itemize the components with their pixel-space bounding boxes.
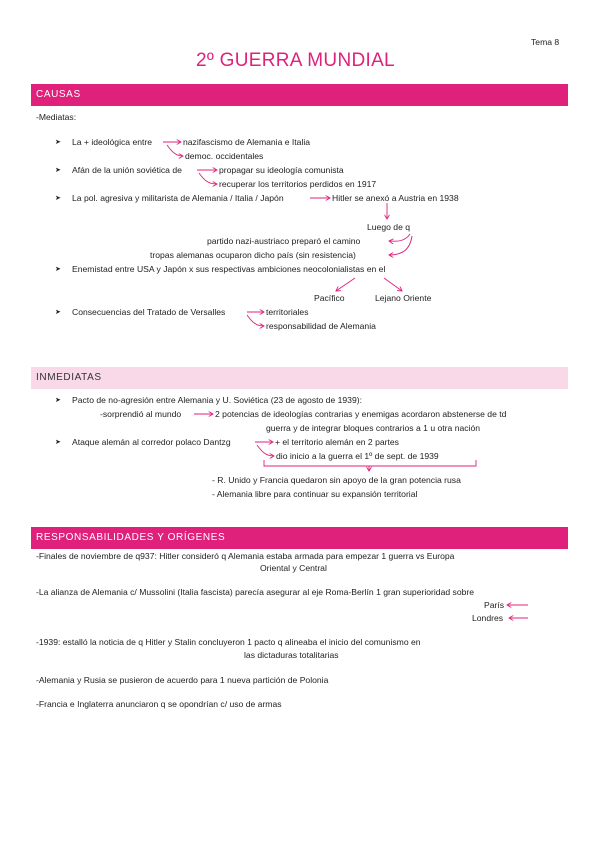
paragraph-branch: París xyxy=(484,600,505,610)
cause-text: Pacto de no-agresión entre Alemania y U. Soviética (23 de agosto de 1939): xyxy=(72,395,362,405)
cause-subtext: -sorprendió al mundo xyxy=(100,409,182,419)
cause-branch: dio inicio a la guerra el 1º de sept. de 1939 xyxy=(276,451,439,461)
cause-branch: recuperar los territorios perdidos en 1917 xyxy=(219,179,377,189)
paragraph-continued: Oriental y Central xyxy=(260,563,327,573)
cause-text: La pol. agresiva y militarista de Alemania / Italia / Japón xyxy=(72,193,284,203)
arrow-icon xyxy=(247,315,264,326)
cause-branch: Luego de q xyxy=(367,222,411,232)
paragraph-branch: Londres xyxy=(472,613,504,623)
paragraph: -Francia e Inglaterra anunciaron q se opondrían c/ uso de armas xyxy=(36,699,282,709)
cause-branch: territoriales xyxy=(266,307,309,317)
bullet-icon: ➤ xyxy=(55,397,61,404)
paragraph: -La alianza de Alemania c/ Mussolini (Italia fascista) parecía asegurar al eje Roma-Berlín 1 gran superioridad sobre xyxy=(36,587,475,597)
cause-text: Afán de la unión soviética de xyxy=(72,165,182,175)
arrow-icon xyxy=(389,236,412,255)
cause-branch: + el territorio alemán en 2 partes xyxy=(275,437,399,447)
paragraph: -1939: estalló la noticia de q Hitler y Stalin concluyeron 1 pacto q alineaba el inicio del comunismo en xyxy=(36,637,421,647)
bullet-icon: ➤ xyxy=(55,195,61,202)
paragraph: -Finales de noviembre de q937: Hitler consideró q Alemania estaba armada para empezar 1 guerra vs Europa xyxy=(36,551,455,561)
arrow-icon xyxy=(336,278,355,291)
cause-branch: democ. occidentales xyxy=(185,151,264,161)
bullet-icon: ➤ xyxy=(55,439,61,446)
cause-branch: Hitler se anexó a Austria en 1938 xyxy=(332,193,459,203)
cause-branch: 2 potencias de ideologías contrarias y enemigas acordaron abstenerse de td xyxy=(215,409,507,419)
section-title: CAUSAS xyxy=(36,89,81,100)
consequence-item: - R. Unido y Francia quedaron sin apoyo de la gran potencia rusa xyxy=(212,475,461,485)
cause-text: Enemistad entre USA y Japón x sus respectivas ambiciones neocolonialistas en el xyxy=(72,264,386,274)
topic-label: Tema 8 xyxy=(531,37,560,47)
bullet-icon: ➤ xyxy=(55,139,61,146)
bullet-icon: ➤ xyxy=(55,266,61,273)
bullet-icon: ➤ xyxy=(55,309,61,316)
cause-branch: Pacífico xyxy=(314,293,345,303)
section-title: RESPONSABILIDADES Y ORÍGENES xyxy=(36,532,226,543)
paragraph-continued: las dictaduras totalitarias xyxy=(244,650,339,660)
bullet-icon: ➤ xyxy=(55,167,61,174)
cause-text: La + ideológica entre xyxy=(72,137,153,147)
arrow-icon xyxy=(384,278,402,291)
arrow-icon xyxy=(167,145,183,156)
consequence-item: - Alemania libre para continuar su expansión territorial xyxy=(212,489,418,499)
paragraph: -Alemania y Rusia se pusieron de acuerdo para 1 nueva partición de Polonia xyxy=(36,675,329,685)
cause-text: Consecuencias del Tratado de Versalles xyxy=(72,307,226,317)
brace-line xyxy=(264,460,476,466)
cause-branch: propagar su ideología comunista xyxy=(219,165,344,175)
cause-branch: partido nazi-austriaco preparó el camino xyxy=(207,236,361,246)
cause-text: Ataque alemán al corredor polaco Dantzg xyxy=(72,437,231,447)
arrow-icon xyxy=(389,234,410,241)
cause-branch: nazifascismo de Alemania e Italia xyxy=(183,137,311,147)
cause-branch: guerra y de integrar bloques contrarios a 1 u otra nación xyxy=(266,423,481,433)
cause-branch: tropas alemanas ocuparon dicho país (sin resistencia) xyxy=(150,250,356,260)
arrow-icon xyxy=(199,173,217,184)
cause-branch: Lejano Oriente xyxy=(375,293,432,303)
arrow-icon xyxy=(257,445,274,456)
section-title: INMEDIATAS xyxy=(36,372,102,383)
page-title: 2º GUERRA MUNDIAL xyxy=(196,50,395,71)
cause-branch: responsabilidad de Alemania xyxy=(266,321,376,331)
subheading-mediatas: -Mediatas: xyxy=(36,112,77,122)
